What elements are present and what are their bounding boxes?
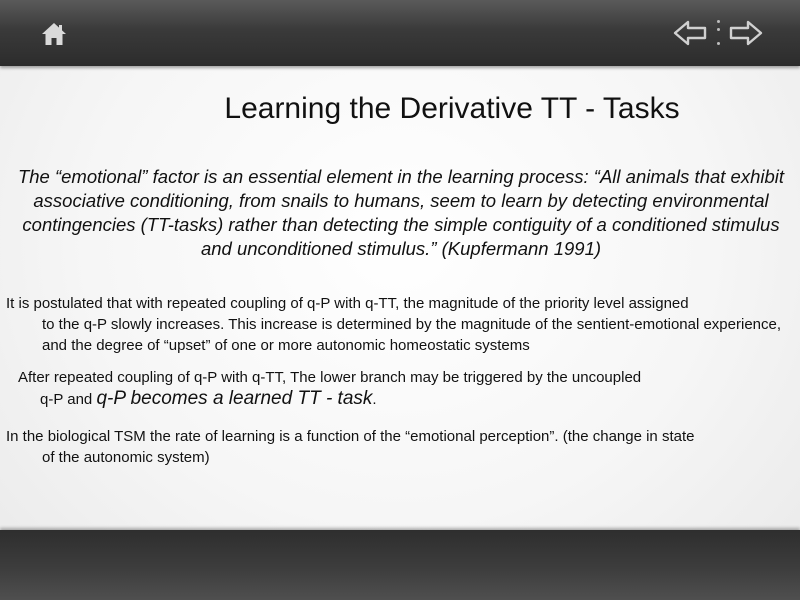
slide-position-dots (714, 14, 724, 54)
kupfermann-quote: The “emotional” factor is an essential element in the learning process: “All animals that exhibit associative conditioning, from snails to humans, seem to learn by detecting environmental contingencies (TT-tasks) rather than detecting the simple contiguity of a conditioned stimulus and unconditioned stimulus.” (Kupfermann 1991) (17, 166, 785, 259)
paragraph-continuation (18, 388, 790, 410)
paragraph-priority-level (6, 293, 796, 356)
top-navigation-bar (0, 0, 800, 66)
back-arrow-icon[interactable] (672, 18, 708, 48)
paragraph-end: . (372, 391, 377, 408)
home-icon[interactable] (40, 20, 68, 48)
forward-arrow-icon[interactable] (728, 18, 764, 48)
paragraph-learning-rate (6, 426, 796, 468)
bottom-bar (0, 530, 800, 600)
paragraph-continuation: of the autonomic system) (42, 449, 210, 466)
learned-task-emphasis: q-P becomes a learned TT - task (96, 388, 373, 409)
slide-title: Learning the Derivative TT - Tasks (224, 92, 680, 125)
paragraph-first-line: In the biological TSM the rate of learning is a function of the “emotional perception”. (the change in state (6, 428, 695, 445)
paragraph-continuation: to the q-P slowly increases. This increase is determined by the magnitude of the sentient-emotional experience, and the degree of “upset” of one or more autonomic homeostatic systems (42, 316, 782, 354)
paragraph-first-line: It is postulated that with repeated coupling of q-P with q-TT, the magnitude of the priority level assigned (6, 295, 689, 312)
paragraph-continuation-start: q-P and (40, 391, 97, 408)
paragraph-learned-task (18, 367, 790, 410)
paragraph-first-line: After repeated coupling of q-P with q-TT, The lower branch may be triggered by the uncoupled (18, 369, 642, 386)
